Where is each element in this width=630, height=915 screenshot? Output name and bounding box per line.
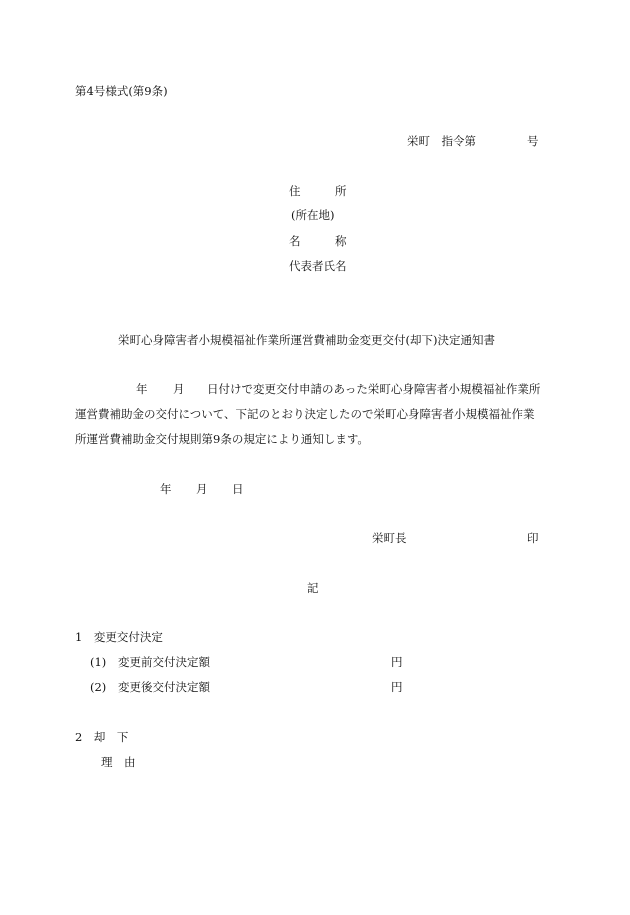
item1-number: (1) (90, 655, 107, 669)
body-line1-month: 月 (173, 382, 185, 396)
section2-heading: 2 却 下 (75, 730, 129, 744)
form-label: 第4号様式(第9条) (75, 84, 168, 98)
body-line3: 所運営費補助金交付規則第9条の規定により通知します。 (75, 432, 369, 446)
section1-heading: 1 変更交付決定 (75, 630, 163, 644)
issue-number-suffix: 号 (527, 134, 539, 148)
representative-label: 代表者氏名 (289, 259, 347, 273)
record-heading: 記 (307, 581, 319, 595)
item1-unit: 円 (391, 655, 403, 669)
address-label: 住 所 (289, 184, 347, 198)
body-line2: 運営費補助金の交付について、下記のとおり決定したので栄町心身障害者小規模福祉作業 (75, 407, 535, 421)
body-line1-year: 年 (136, 382, 148, 396)
seal-mark: 印 (527, 531, 539, 545)
mayor-label: 栄町長 (372, 531, 407, 545)
issue-number-prefix: 栄町 指令第 (407, 134, 476, 148)
name-label: 名 称 (289, 234, 347, 248)
document-title: 栄町心身障害者小規模福祉作業所運営費補助金変更交付(却下)決定通知書 (118, 333, 495, 347)
date-day: 日 (232, 482, 244, 496)
date-year: 年 (160, 482, 172, 496)
date-month: 月 (196, 482, 208, 496)
body-line1-text: 日付けで変更交付申請のあった栄町心身障害者小規模福祉作業所 (207, 382, 541, 396)
reason-label: 理 由 (101, 755, 136, 769)
location-label: (所在地) (291, 208, 335, 222)
item1-label: 変更前交付決定額 (118, 655, 210, 669)
item2-number: (2) (90, 680, 107, 694)
item2-unit: 円 (391, 680, 403, 694)
item2-label: 変更後交付決定額 (118, 680, 210, 694)
